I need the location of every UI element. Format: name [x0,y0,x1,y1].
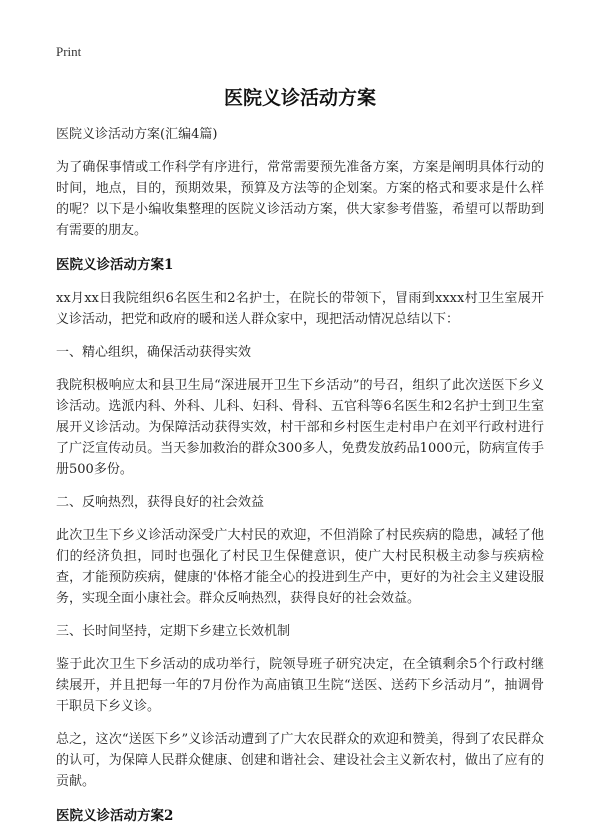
part-2-heading: 二、反响热烈，获得良好的社会效益 [56,495,265,510]
section-heading-1: 医院义诊活动方案1 [56,257,174,273]
print-link[interactable]: Print [56,44,82,59]
part-2-body: 此次卫生下乡义诊活动深受广大村民的欢迎，不但消除了村民疾病的隐患，减轻了他们的经济负担，同时也强化了村民卫生保健意识，使广大村民积极主动参与疾病检查，才能预防疾病，健康的'体格才能全心的投进到生产中，更好的为社会主义建设服务，实现全面小康社会。群众反响热烈，获得良好的社会效益。 [56,528,544,606]
part-3-heading: 三、长时间坚持，定期下乡建立长效机制 [56,624,291,639]
part-3-body: 鉴于此次卫生下乡活动的成功举行，院领导班子研究决定，在全镇剩余5个行政村继续展开，并且把每一年的7月份作为高庙镇卫生院“送医、送药下乡活动月”，抽调骨干职员下乡义诊。 [56,657,544,714]
section-1-closing: 总之，这次“送医下乡”义诊活动遭到了广大农民群众的欢迎和赞美，得到了农民群众的认可，为保障人民群众健康、创建和谐社会、建设社会主义新农村，做出了应有的贡献。 [56,732,544,789]
section-1-opening: xx月xx日我院组织6名医生和2名护士，在院长的带领下，冒雨到xxxx村卫生室展开义诊活动，把党和政府的暖和送人群众家中，现把活动情况总结以下： [56,291,544,327]
part-1-body: 我院积极响应太和县卫生局“深进展开卫生下乡活动”的号召，组织了此次送医下乡义诊活动。选派内科、外科、儿科、妇科、骨科、五官科等6名医生和2名护士到卫生室展开义诊活动。为保障活动获得实效，村干部和乡村医生走村串户在刘平行政村进行了广泛宣传动员。当天参加救治的群众300多人，免费发放药品1000元，防病宣传手册500多份。 [56,378,544,477]
page-title: 医院义诊活动方案 [223,87,376,109]
intro-paragraph: 为了确保事情或工作科学有序进行，常常需要预先准备方案，方案是阐明具体行动的时间，地点，目的，预期效果，预算及方法等的企划案。方案的格式和要求是什么样的呢？以下是小编收集整理的医院义诊活动方案，供大家参考借鉴，希望可以帮助到有需要的朋友。 [56,160,544,238]
document-subtitle: 医院义诊活动方案(汇编4篇) [56,127,218,142]
part-1-heading: 一、精心组织，确保活动获得实效 [56,345,252,360]
section-heading-2: 医院义诊活动方案2 [56,808,174,824]
